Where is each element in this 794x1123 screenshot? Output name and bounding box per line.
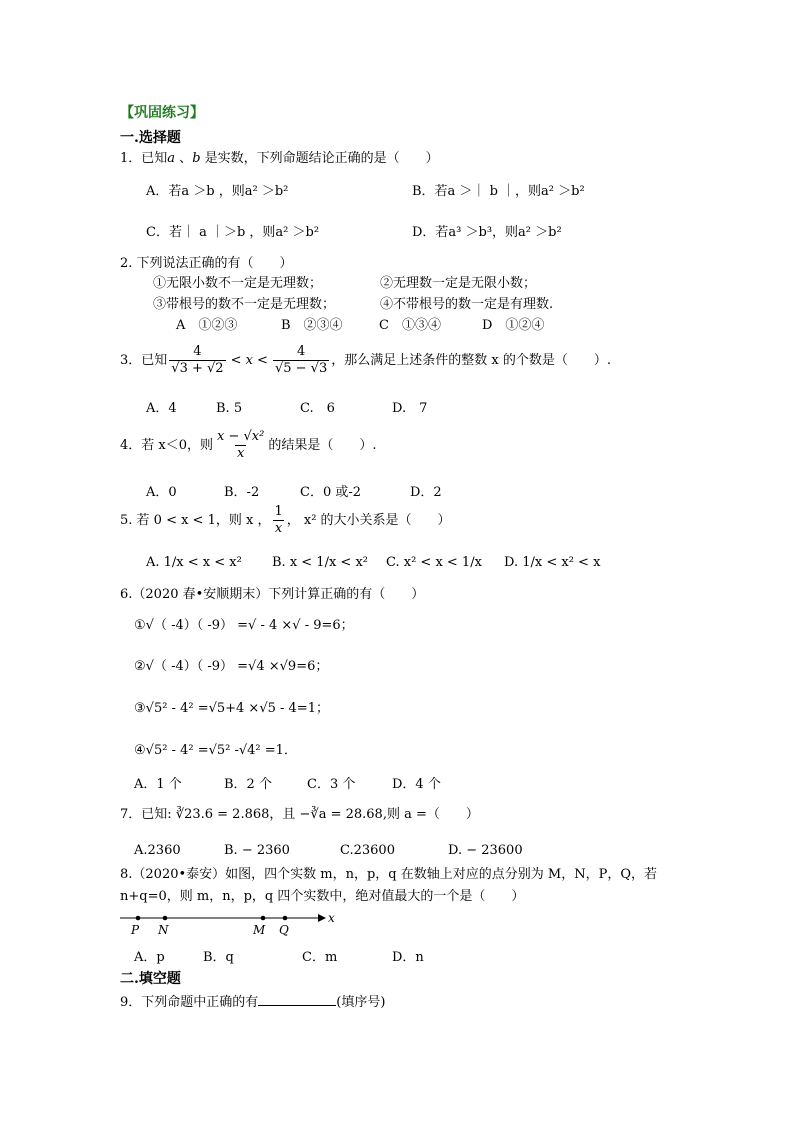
q2-option-a[interactable]: A ①②③	[176, 318, 238, 333]
question-6-stem: 6.（2020 春•安顺期末）下列计算正确的有（ ）	[120, 587, 425, 602]
q8-option-c[interactable]: C．m	[302, 950, 338, 965]
question-4-stem: 4．若 x＜0，则 $\frac{\text{x − √x²}}{x}$ 的结果是（ ）.	[120, 429, 377, 462]
q1-option-c[interactable]: C．若｜ a ｜＞b ，则a² ＞b²	[146, 225, 320, 240]
q6-option-d[interactable]: D．4 个	[392, 777, 441, 792]
question-1-stem: 1．已知a 、b 是实数，下列命题结论正确的是（ ）	[120, 151, 439, 166]
q1-option-a[interactable]: A．若a ＞b ，则a² ＞b²	[146, 184, 289, 199]
point-p-label: P	[131, 923, 140, 937]
q3-option-c[interactable]: C. 6	[300, 401, 335, 416]
q4-option-d[interactable]: D．2	[410, 485, 442, 500]
q3-option-b[interactable]: B. 5	[216, 401, 243, 416]
q7-option-a[interactable]: A.2360	[134, 843, 181, 858]
q2-option-c[interactable]: C ①③④	[379, 318, 441, 333]
q2-statement-4: ④不带根号的数一定是有理数.	[380, 297, 554, 312]
q5-option-b[interactable]: B. x < 1/x < x²	[272, 555, 368, 570]
point-q	[283, 916, 288, 921]
q6-option-b[interactable]: B．2 个	[224, 777, 272, 792]
point-n	[163, 916, 168, 921]
q5-fraction: $\frac{1}{x}$	[274, 504, 283, 537]
section-fill-in: 二.填空题	[120, 971, 181, 987]
q8-option-d[interactable]: D．n	[392, 950, 424, 965]
q3-option-d[interactable]: D. 7	[392, 401, 428, 416]
point-p	[136, 916, 141, 921]
q3-option-a[interactable]: A．4	[146, 401, 177, 416]
q6-expression-4: ④√5² - 4² =√5² -√4² =1．	[134, 743, 297, 758]
q4-fraction: $\frac{\text{x − √x²}}{x}$	[217, 429, 265, 462]
q1-option-d[interactable]: D．若a³ ＞b³，则a² ＞b²	[412, 225, 562, 240]
number-line	[118, 908, 348, 938]
q3-fraction-1: $\frac{4}{√3 + √2}$	[171, 344, 224, 377]
point-n-label: N	[158, 923, 169, 937]
q2-statement-3: ③带根号的数不一定是无理数；	[153, 297, 336, 312]
q6-option-a[interactable]: A．1 个	[134, 777, 182, 792]
q4-option-a[interactable]: A．0	[146, 485, 177, 500]
question-7-stem: 7．已知: ∛23.6 = 2.868，且 −∛a = 28.68,则 a =（ ）	[120, 807, 479, 822]
question-9-stem: 9．下列命题中正确的有 (填序号)	[120, 995, 386, 1010]
q4-option-c[interactable]: C．0 或-2	[300, 485, 362, 500]
q7-option-d[interactable]: D. − 23600	[448, 843, 523, 858]
question-2-stem: 2. 下列说法正确的有（ ）	[120, 256, 293, 271]
q6-expression-3: ③√5² - 4² =√5+4 ×√5 - 4=1；	[134, 701, 329, 716]
q8-option-a[interactable]: A．p	[134, 950, 165, 965]
q3-fraction-2: $\frac{4}{√5 - √3}$	[274, 344, 328, 377]
q2-option-d[interactable]: D ①②④	[482, 318, 545, 333]
question-8-line-2: n+q=0，则 m，n，p，q 四个实数中，绝对值最大的一个是（ ）	[120, 889, 525, 904]
q9-answer-blank[interactable]	[258, 993, 336, 1006]
q5-option-d[interactable]: D. 1/x < x² < x	[504, 555, 601, 570]
practice-header: 【巩固练习】	[120, 105, 204, 121]
point-q-label: Q	[279, 923, 289, 937]
q1-option-b[interactable]: B．若a ＞｜ b ｜，则a² ＞b²	[412, 184, 585, 199]
number-line-arrow-icon	[318, 914, 326, 922]
q2-statement-2: ②无理数一定是无限小数；	[380, 276, 537, 291]
section-multiple-choice: 一.选择题	[120, 130, 181, 146]
question-8-line-1: 8.（2020•泰安）如图，四个实数 m，n，p，q 在数轴上对应的点分别为 M，N，P，Q，若	[120, 867, 657, 882]
q6-expression-2: ②√（ -4）（ -9） =√4 ×√9=6；	[134, 659, 329, 674]
q5-option-a[interactable]: A. 1/x < x < x²	[146, 555, 242, 570]
q5-option-c[interactable]: C. x² < x < 1/x	[386, 555, 482, 570]
q6-expression-1: ①√（ -4）（ -9） =√ - 4 ×√ - 9=6；	[134, 618, 354, 633]
question-5-stem: 5. 若 0 < x < 1，则 x ， $\frac{1}{x}$ ， x² 的大小关系是（ ）	[120, 504, 451, 537]
question-3-stem: 3．已知 $\frac{4}{√3 + √2}$ < x < $\frac{4}{√5 - √3}$ ，那么满足上述条件的整数 x 的个数是（ ）.	[120, 344, 611, 377]
q7-option-b[interactable]: B. − 2360	[224, 843, 290, 858]
q6-option-c[interactable]: C．3 个	[307, 777, 356, 792]
point-m-label: M	[253, 923, 266, 937]
q7-option-c[interactable]: C.23600	[340, 843, 395, 858]
q2-option-b[interactable]: B ②③④	[281, 318, 343, 333]
point-m	[261, 916, 266, 921]
axis-x-label: x	[328, 911, 335, 925]
q8-option-b[interactable]: B．q	[203, 950, 234, 965]
q4-option-b[interactable]: B．-2	[224, 485, 260, 500]
q2-statement-1: ①无限小数不一定是无理数；	[153, 276, 323, 291]
